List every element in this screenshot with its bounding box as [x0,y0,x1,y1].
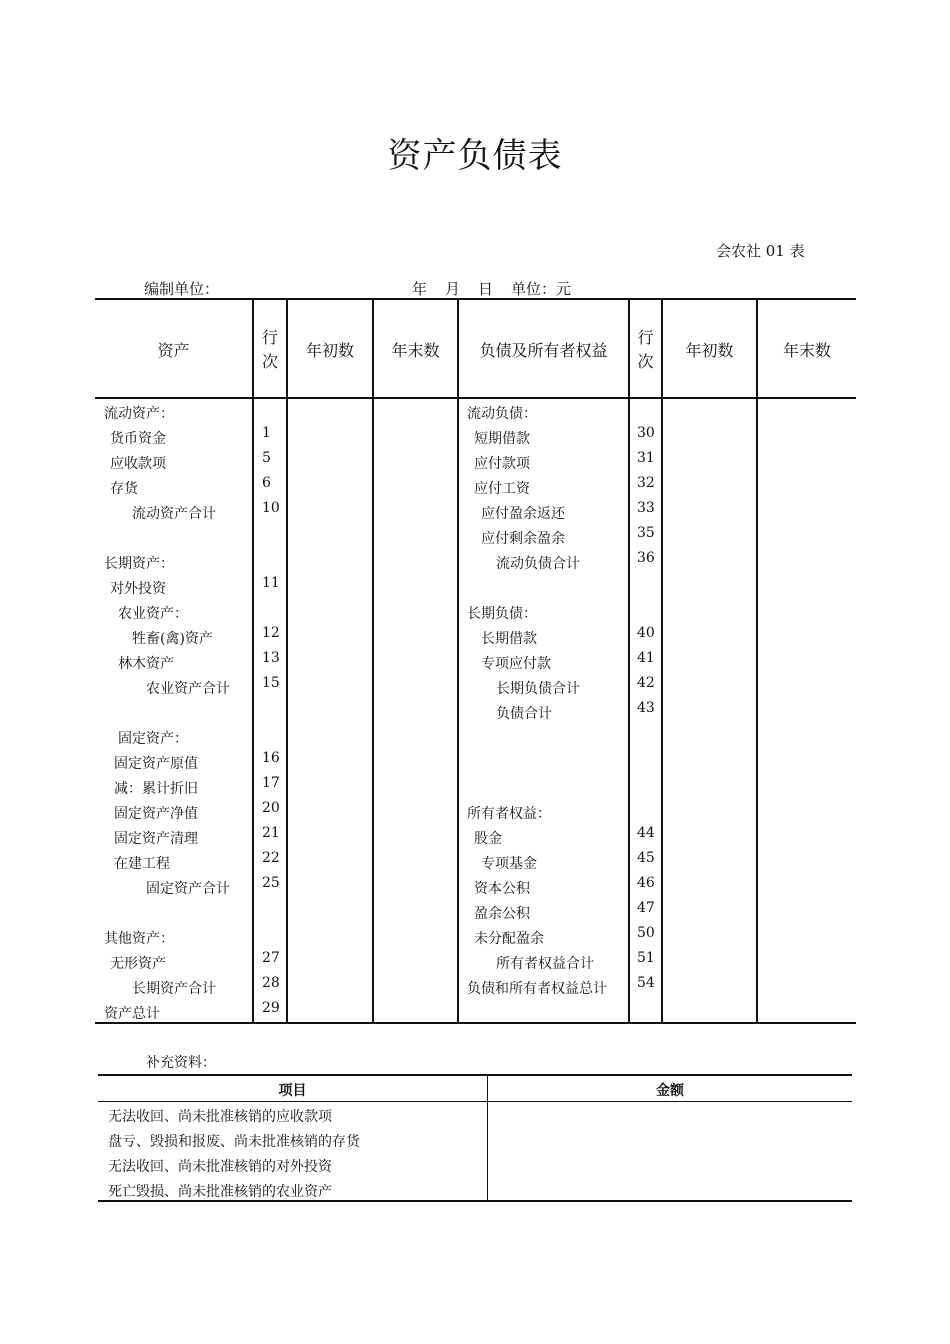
liabilities-row-label: 未分配盈余 [474,931,544,947]
assets-row-number: 12 [262,625,280,641]
assets-row-label: 其他资产： [104,931,174,947]
col-divider [661,298,663,1024]
header-assets: 资产 [157,341,190,360]
liabilities-row-number: 42 [637,675,655,691]
col-divider [286,298,288,1024]
preparer-unit-label: 编制单位： [144,280,220,298]
liabilities-row-label: 短期借款 [474,431,530,447]
assets-row-number: 28 [262,975,280,991]
liabilities-row-number: 36 [637,550,655,566]
col-divider [457,298,459,1024]
liabilities-row-number: 32 [637,475,655,491]
liabilities-row-label: 应付款项 [474,456,530,472]
liabilities-row-label: 应付盈余返还 [481,506,565,522]
supplement-row-item: 无法收回、尚未批准核销的应收款项 [108,1109,332,1125]
assets-row-label: 在建工程 [114,856,170,872]
liabilities-row-number: 44 [637,825,655,841]
assets-row-label: 减：累计折旧 [114,781,198,797]
liabilities-row-label: 应付工资 [474,481,530,497]
liabilities-row-label: 长期负债： [467,606,537,622]
assets-row-number: 27 [262,950,280,966]
liabilities-row-label: 负债和所有者权益总计 [467,981,607,997]
liabilities-row-label: 流动负债合计 [496,556,580,572]
col-divider [372,298,374,1024]
assets-row-label: 固定资产： [118,731,188,747]
header-end-balance-2: 年末数 [782,341,831,360]
liabilities-row-label: 股金 [474,831,502,847]
assets-row-label: 流动资产合计 [132,506,216,522]
liabilities-row-label: 盈余公积 [474,906,530,922]
assets-row-number: 11 [262,575,280,591]
assets-row-number: 21 [262,825,280,841]
assets-row-number: 20 [262,800,280,816]
supplement-row-item: 无法收回、尚未批准核销的对外投资 [108,1159,332,1175]
header-begin-balance: 年初数 [305,341,354,360]
liabilities-row-number: 33 [637,500,655,516]
table-header-divider [95,397,856,399]
assets-row-label: 长期资产合计 [132,981,216,997]
form-code: 会农社 01 表 [716,242,805,260]
liabilities-row-label: 长期借款 [481,631,537,647]
assets-row-label: 林木资产 [118,656,174,672]
table-bottom-border [95,1022,856,1024]
liabilities-row-number: 50 [637,925,655,941]
assets-row-label: 牲畜(禽)资产 [132,631,213,647]
date-day: 日 [478,280,494,298]
assets-row-number: 10 [262,500,280,516]
liabilities-row-number: 40 [637,625,655,641]
supplement-header-item: 项目 [278,1083,307,1099]
liabilities-row-number: 30 [637,425,655,441]
header-end-balance: 年末数 [391,341,440,360]
assets-row-label: 固定资产净值 [114,806,198,822]
assets-row-number: 17 [262,775,280,791]
assets-row-number: 13 [262,650,280,666]
assets-row-label: 货币资金 [110,431,166,447]
assets-row-label: 对外投资 [110,581,166,597]
supplement-row-item: 死亡毁损、尚未批准核销的农业资产 [108,1184,332,1200]
date-year: 年 [412,280,428,298]
header-liabilities-equity: 负债及所有者权益 [479,341,608,360]
table-top-border [95,298,856,300]
header-row-no: 行 次 [261,328,278,371]
page-title: 资产负债表 [387,136,563,176]
liabilities-row-label: 专项应付款 [481,656,551,672]
header-begin-balance-2: 年初数 [685,341,734,360]
liabilities-row-label: 所有者权益： [467,806,551,822]
liabilities-row-number: 43 [637,700,655,716]
currency-unit: 单位：元 [511,280,572,298]
assets-row-label: 农业资产： [118,606,188,622]
liabilities-row-number: 54 [637,975,655,991]
supplement-header-divider [98,1101,852,1102]
liabilities-row-label: 长期负债合计 [496,681,580,697]
liabilities-row-number: 46 [637,875,655,891]
liabilities-row-number: 45 [637,850,655,866]
liabilities-row-label: 所有者权益合计 [496,956,594,972]
liabilities-row-number: 47 [637,900,655,916]
liabilities-row-label: 资本公积 [474,881,530,897]
assets-row-label: 应收款项 [110,456,166,472]
liabilities-row-number: 31 [637,450,655,466]
assets-row-label: 长期资产： [104,556,174,572]
assets-row-label: 固定资产清理 [114,831,198,847]
supplement-top-border [98,1074,852,1076]
supplement-label: 补充资料： [146,1055,216,1071]
supplement-row-item: 盘亏、毁损和报废、尚未批准核销的存货 [108,1134,360,1150]
assets-row-label: 资产总计 [104,1006,160,1022]
liabilities-row-number: 41 [637,650,655,666]
assets-row-label: 流动资产： [104,406,174,422]
col-divider [252,298,254,1024]
liabilities-row-label: 流动负债： [467,406,537,422]
assets-row-number: 16 [262,750,280,766]
col-divider [756,298,758,1024]
supplement-header-amount: 金额 [656,1083,684,1099]
assets-row-number: 15 [262,675,280,691]
assets-row-label: 固定资产原值 [114,756,198,772]
assets-row-label: 无形资产 [110,956,166,972]
assets-row-label: 农业资产合计 [146,681,230,697]
header-row-no-2: 行 次 [637,328,654,371]
assets-row-number: 6 [262,475,271,491]
assets-row-number: 22 [262,850,280,866]
liabilities-row-label: 专项基金 [481,856,537,872]
liabilities-row-label: 应付剩余盈余 [481,531,565,547]
assets-row-number: 25 [262,875,280,891]
assets-row-number: 1 [262,425,271,441]
liabilities-row-number: 51 [637,950,655,966]
col-divider [628,298,630,1024]
liabilities-row-label: 负债合计 [496,706,552,722]
assets-row-label: 固定资产合计 [146,881,230,897]
assets-row-number: 29 [262,1000,280,1016]
assets-row-number: 5 [262,450,271,466]
assets-row-label: 存货 [110,481,138,497]
date-and-unit [412,278,571,299]
liabilities-row-number: 35 [637,525,655,541]
date-month: 月 [445,280,461,298]
